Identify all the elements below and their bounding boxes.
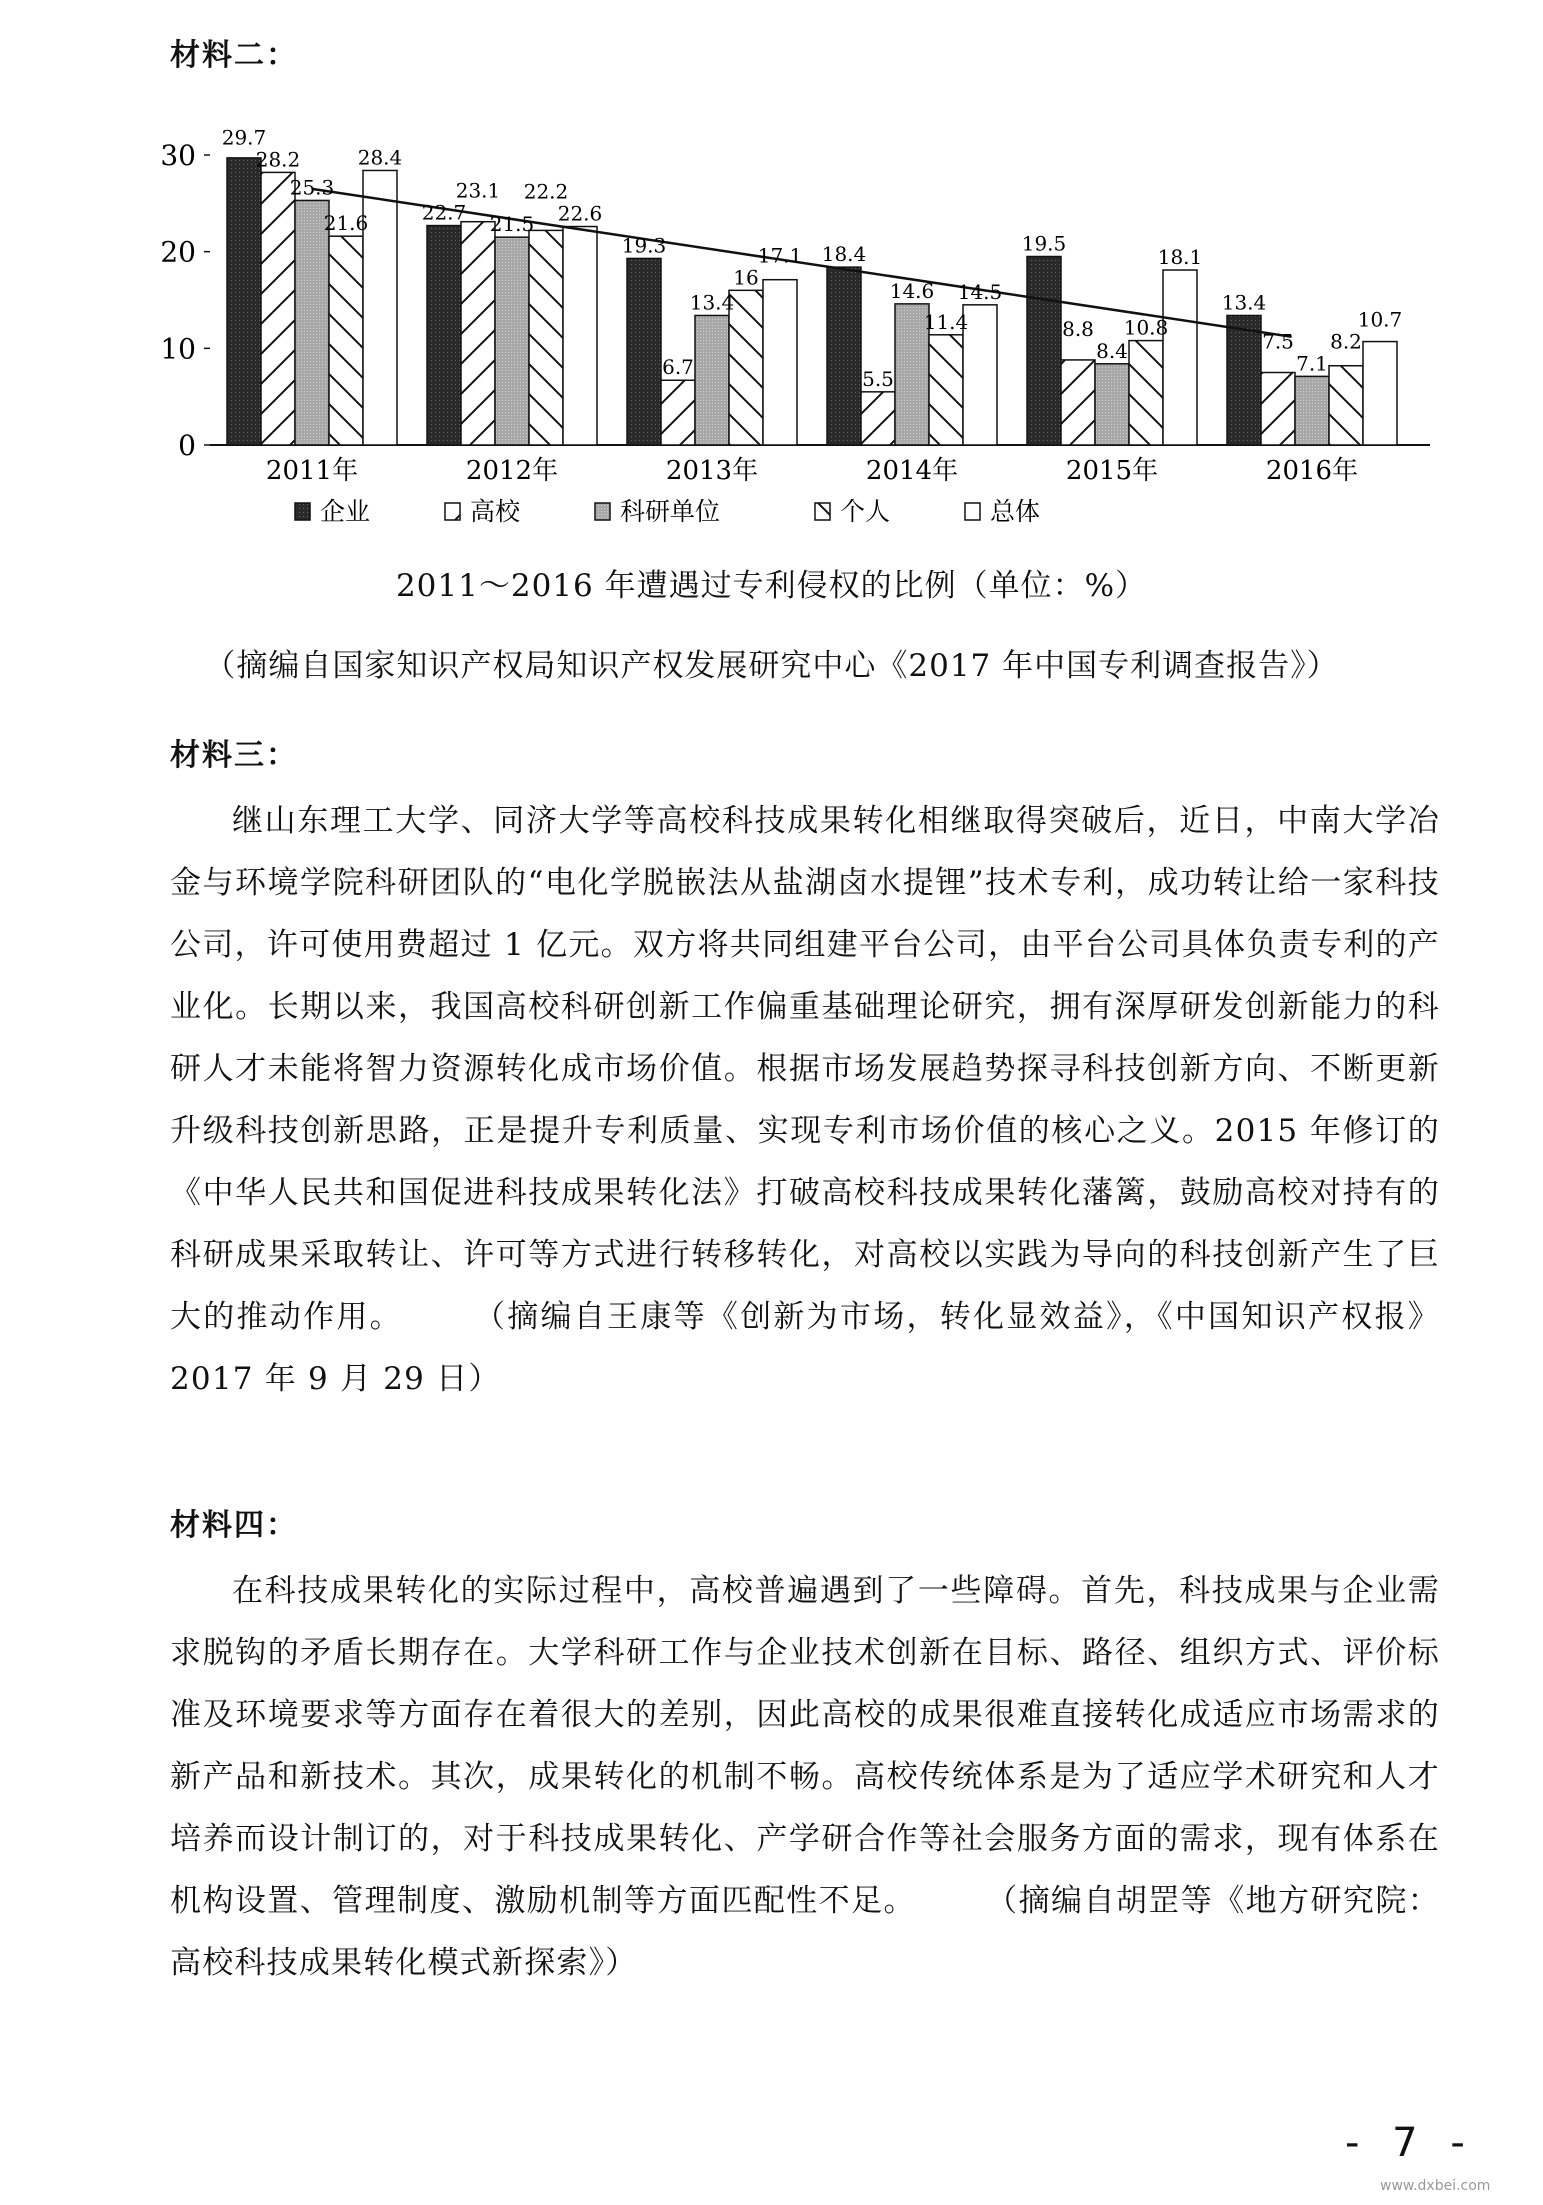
data-label: 8.8 <box>1062 316 1094 341</box>
data-label: 28.4 <box>357 145 403 170</box>
bar-科研单位 <box>295 200 329 445</box>
legend-label: 个人 <box>840 497 891 526</box>
bar-个人 <box>1129 341 1163 445</box>
data-label: 10.7 <box>1357 307 1403 332</box>
data-label: 25.3 <box>289 175 335 200</box>
material4-body <box>170 1560 1440 1994</box>
legend-swatch-科研单位 <box>595 503 610 520</box>
bar-企业 <box>827 267 861 445</box>
bar-总体 <box>1163 270 1197 445</box>
material3-text: 继山东理工大学、同济大学等高校科技成果转化相继取得突破后，近日，中南大学冶金与环境学院科研团队的“电化学脱嵌法从盐湖卤水提锂”技术专利，成功转让给一家科技公司，许可使用费超过 1 亿元。双方将共同组建平台公司，由平台公司具体负责专利的产业化。长期以来，我国高校科研创新工作偏重基础理论研究，拥有深厚研发创新能力的科研人才未能将智力资源转化成市场价值。根据市场发展趋势探寻科技创新方向、不断更新升级科技创新思路，正是提升专利质量、实现专利市场价值的核心之义。2015 年修订的《中华人民共和国促进科技成果转化法》打破高校科技成果转化藩篱，鼓励高校对持有的科研成果采取转让、许可等方式进行转移转化，对高校以实践为导向的科技创新产生了巨大的推动作用。 <box>170 803 1440 1335</box>
data-label: 10.8 <box>1123 315 1169 340</box>
legend-label: 企业 <box>320 497 371 526</box>
x-tick-label: 2015年 <box>1065 456 1159 486</box>
data-label: 22.6 <box>557 201 603 226</box>
data-label: 21.6 <box>323 211 369 236</box>
y-tick-label: 20 <box>160 235 196 269</box>
x-tick-label: 2012年 <box>465 456 559 486</box>
data-label: 28.2 <box>255 147 301 172</box>
material4-source: （摘编自胡罡等《地方研究院：高校科技成果转化模式新探索》） <box>170 1883 1440 1981</box>
data-label: 19.5 <box>1021 231 1067 256</box>
data-label: 8.4 <box>1096 338 1128 363</box>
data-label: 18.4 <box>821 242 867 267</box>
bar-个人 <box>929 335 963 445</box>
data-label: 6.7 <box>662 355 694 380</box>
material2-heading: 材料二： <box>170 38 298 73</box>
data-label: 17.1 <box>757 243 803 268</box>
legend-label: 高校 <box>470 497 521 526</box>
chart-source: （摘编自国家知识产权局知识产权发展研究中心《2017 年中国专利调查报告》） <box>204 648 1339 684</box>
bar-个人 <box>1329 366 1363 445</box>
data-label: 11.4 <box>923 309 969 334</box>
bar-企业 <box>627 258 661 445</box>
material3-heading: 材料三： <box>170 738 298 773</box>
material4-heading: 材料四： <box>170 1508 298 1543</box>
bar-科研单位 <box>1295 376 1329 445</box>
bar-企业 <box>1227 315 1261 445</box>
bar-企业 <box>427 226 461 445</box>
legend-swatch-高校 <box>445 503 460 520</box>
data-label: 5.5 <box>862 366 894 391</box>
legend-label: 总体 <box>990 497 1041 526</box>
data-label: 22.7 <box>421 200 467 225</box>
data-label: 7.5 <box>1262 329 1294 354</box>
data-label: 16 <box>733 265 759 290</box>
bar-科研单位 <box>695 315 729 445</box>
bar-高校 <box>861 392 895 445</box>
x-tick-label: 2013年 <box>665 456 759 486</box>
y-tick-label: 30 <box>160 139 196 172</box>
bar-总体 <box>1363 342 1397 445</box>
legend-swatch-个人 <box>815 503 830 520</box>
data-label: 19.3 <box>621 233 667 258</box>
legend-label: 科研单位 <box>620 497 721 526</box>
bar-科研单位 <box>495 237 529 445</box>
x-tick-label: 2016年 <box>1265 456 1359 486</box>
bar-总体 <box>763 280 797 445</box>
bar-高校 <box>1261 373 1295 446</box>
patent-infringement-chart <box>150 75 1450 535</box>
bar-总体 <box>563 227 597 445</box>
bar-高校 <box>661 380 695 445</box>
y-tick-label: 0 <box>178 429 196 462</box>
data-label: 14.6 <box>889 278 935 303</box>
page-number: - 7 - <box>1345 2120 1475 2166</box>
bar-科研单位 <box>1095 364 1129 445</box>
legend-swatch-总体 <box>965 503 980 520</box>
y-tick-label: 10 <box>160 332 196 366</box>
data-label: 13.4 <box>1221 290 1267 315</box>
x-tick-label: 2014年 <box>865 456 959 486</box>
legend-swatch-企业 <box>295 503 310 520</box>
bar-个人 <box>529 230 563 445</box>
data-label: 8.2 <box>1330 329 1362 354</box>
bar-个人 <box>329 236 363 445</box>
data-label: 18.1 <box>1157 245 1203 270</box>
data-label: 21.5 <box>489 212 535 237</box>
material4-text: 在科技成果转化的实际过程中，高校普遍遇到了一些障碍。首先，科技成果与企业需求脱钩的矛盾长期存在。大学科研工作与企业技术创新在目标、路径、组织方式、评价标准及环境要求等方面存在着很大的差别，因此高校的成果很难直接转化成适应市场需求的新产品和新技术。其次，成果转化的机制不畅。高校传统体系是为了适应学术研究和人才培养而设计制订的，对于科技成果转化、产学研合作等社会服务方面的需求，现有体系在机构设置、管理制度、激励机制等方面匹配性不足。 <box>170 1573 1440 1919</box>
bar-企业 <box>227 158 261 445</box>
data-label: 29.7 <box>221 125 267 150</box>
data-label: 23.1 <box>455 178 501 203</box>
watermark-logo: www.dxbei.com <box>1380 2178 1491 2194</box>
material3-body <box>170 790 1440 1410</box>
chart-caption: 2011～2016 年遭遇过专利侵权的比例（单位：%） <box>395 568 1148 604</box>
material3-source: （摘编自王康等《创新为市场，转化显效益》，《中国知识产权报》2017 年 9 月 29 日） <box>170 1299 1440 1397</box>
data-label: 22.2 <box>523 179 569 204</box>
data-label: 7.1 <box>1296 351 1328 376</box>
bar-企业 <box>1027 257 1061 446</box>
bar-高校 <box>461 222 495 445</box>
data-label: 14.5 <box>957 279 1003 304</box>
bar-高校 <box>1061 360 1095 445</box>
data-label: 13.4 <box>689 290 735 315</box>
bar-高校 <box>261 172 295 445</box>
x-tick-label: 2011年 <box>265 456 359 486</box>
